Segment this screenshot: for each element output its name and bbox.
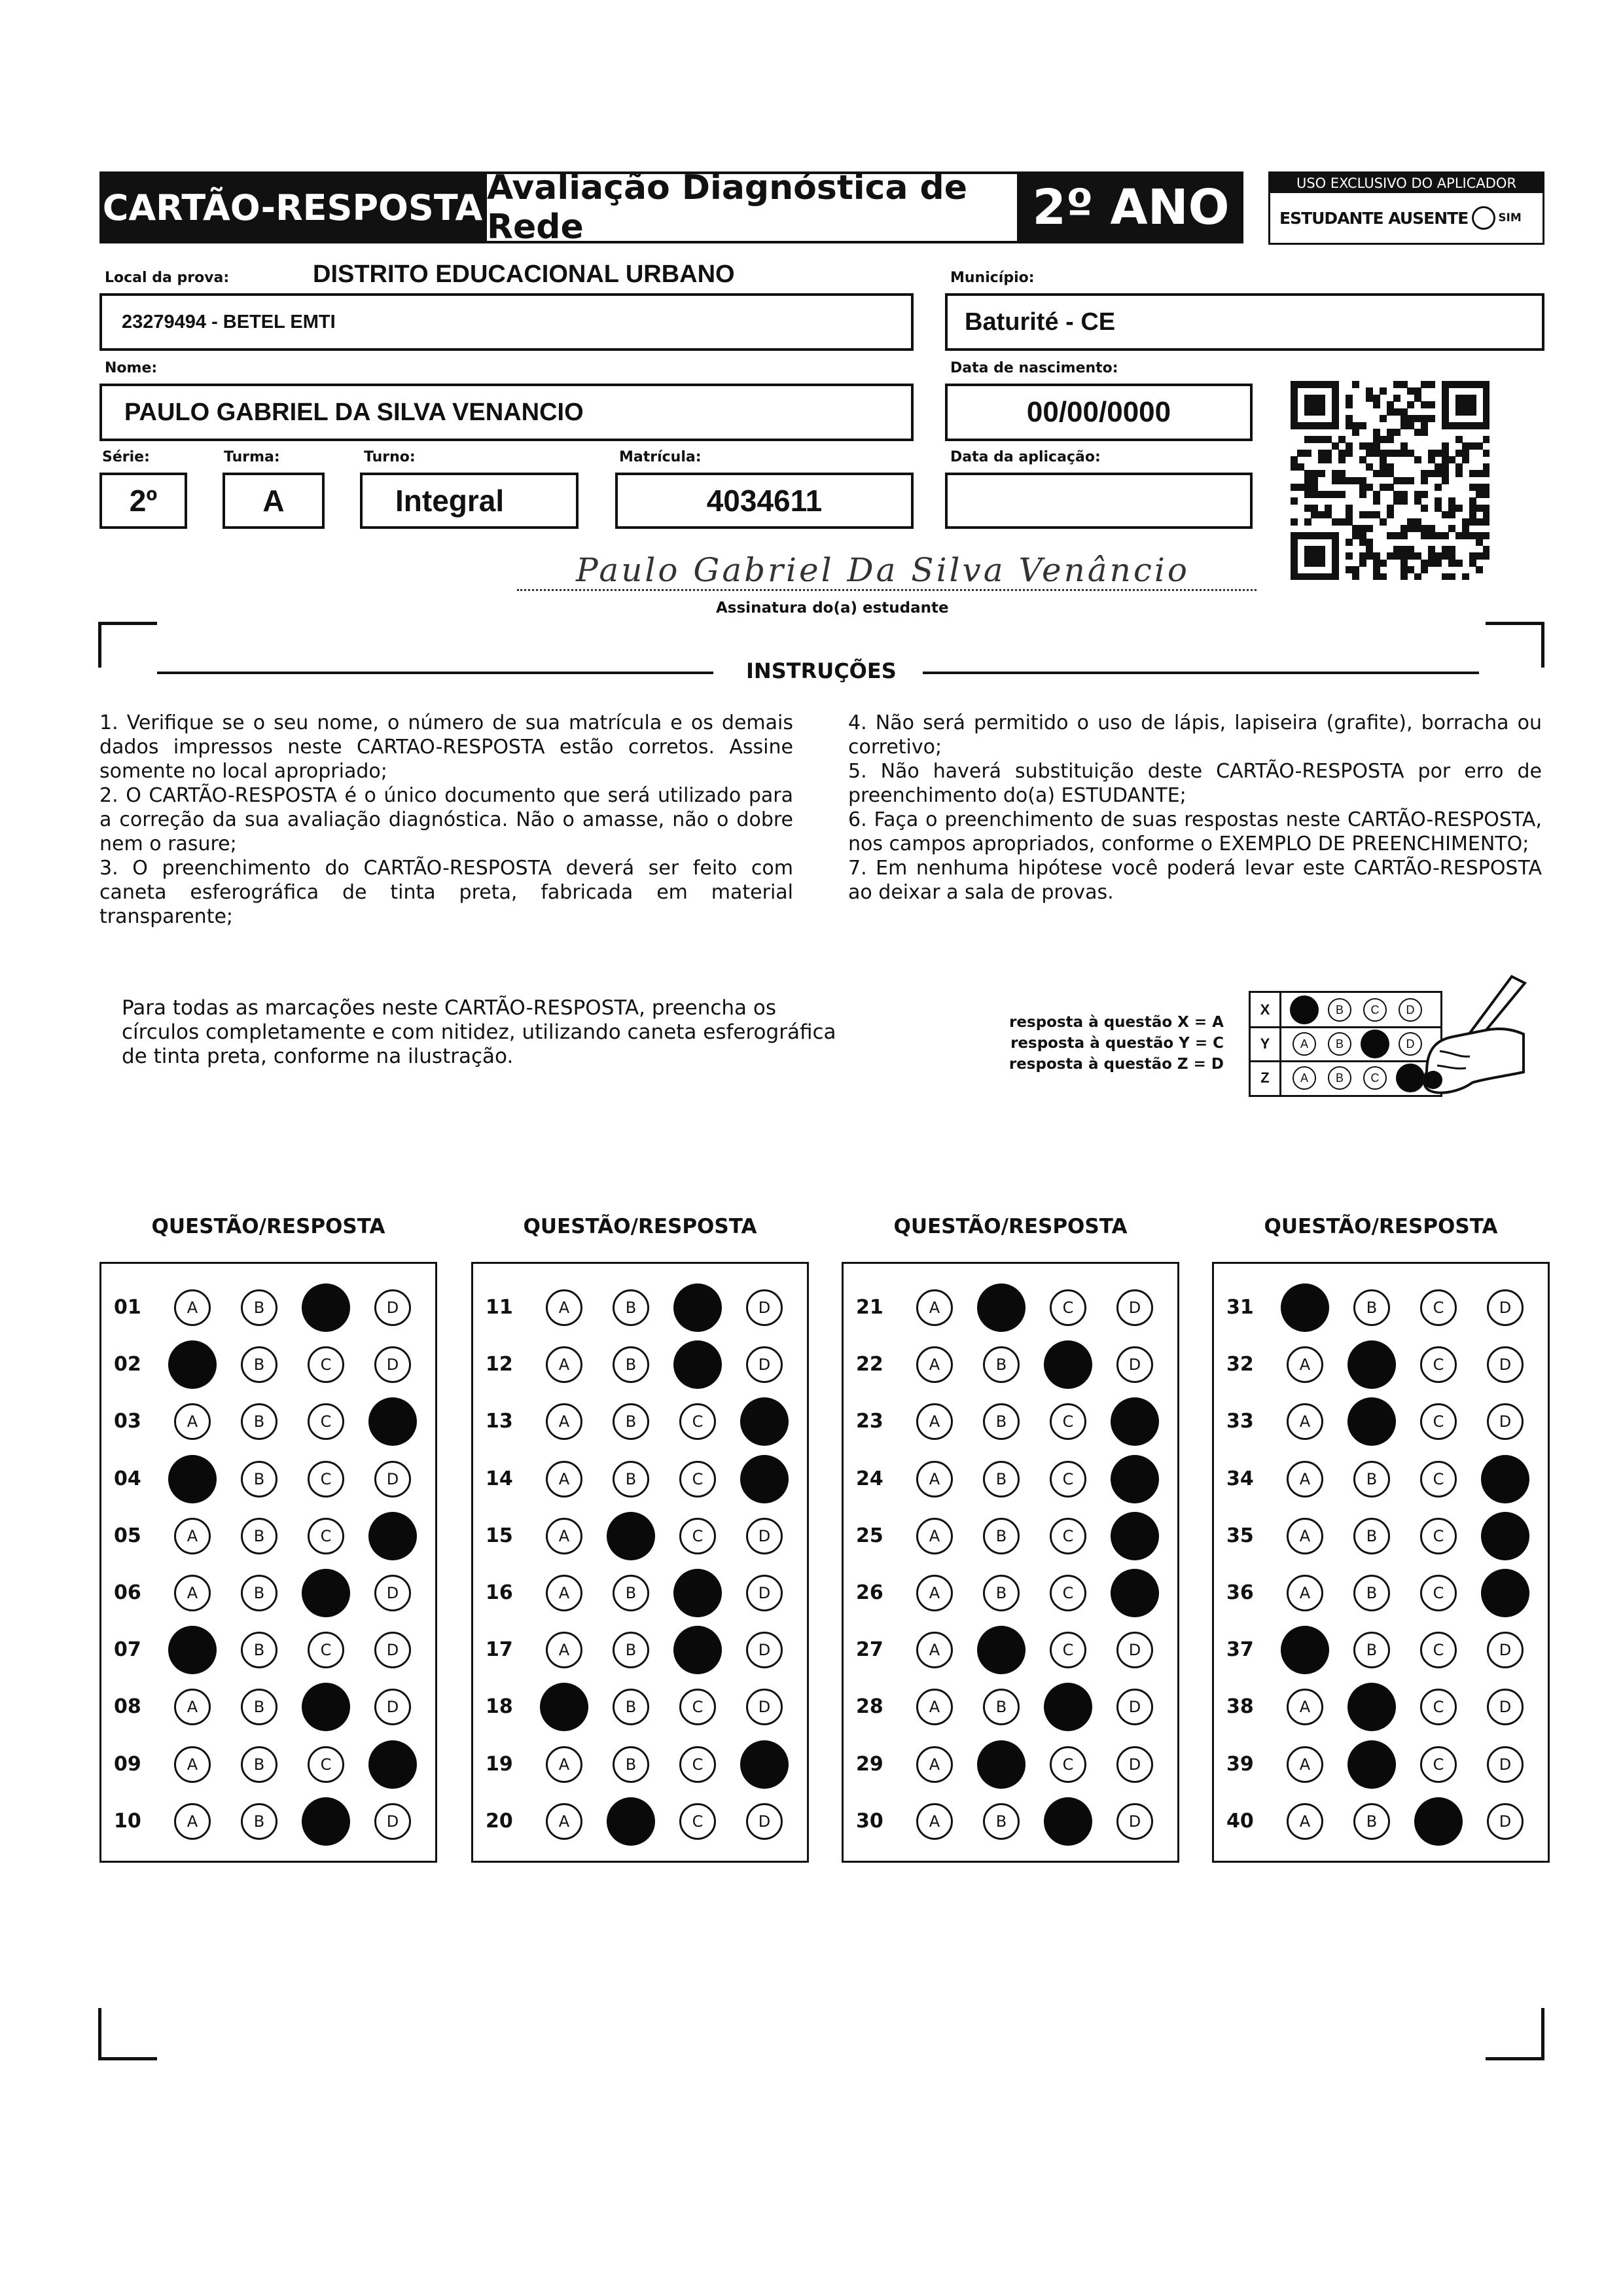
aplicacao-label: Data da aplicação: [950, 449, 1101, 465]
answer-bubble-filled[interactable] [368, 1512, 417, 1560]
answer-bubble[interactable]: D [746, 1346, 783, 1383]
card-label-text: CARTÃO-RESPOSTA [102, 187, 483, 228]
answer-bubble[interactable]: D [1487, 1803, 1524, 1840]
answer-bubble[interactable]: B [1353, 1575, 1390, 1611]
answer-bubble-filled[interactable] [302, 1283, 350, 1332]
answer-bubble[interactable]: A [1287, 1575, 1323, 1611]
instruction-4: 4. Não será permitido o uso de lápis, lapiseira (grafite), borracha ou corretivo; [848, 711, 1542, 759]
answer-bubble[interactable]: B [1353, 1461, 1390, 1498]
answer-bubble[interactable]: C [1050, 1632, 1086, 1668]
question-number: 09 [114, 1752, 141, 1776]
question-number: 38 [1226, 1695, 1254, 1719]
answer-bubble-filled[interactable] [1481, 1512, 1529, 1560]
question-number: 12 [486, 1353, 513, 1376]
answer-bubble[interactable]: A [546, 1461, 582, 1498]
example-bubble: B [1328, 998, 1351, 1022]
answer-bubble-filled[interactable] [673, 1569, 722, 1617]
answer-bubble-filled[interactable] [302, 1683, 350, 1731]
answer-bubble-filled[interactable] [977, 1626, 1026, 1674]
question-number: 24 [856, 1467, 883, 1490]
question-number: 39 [1226, 1752, 1254, 1776]
answer-bubble[interactable]: A [916, 1575, 953, 1611]
signature-handwritten: Paulo Gabriel Da Silva Venâncio [576, 551, 1190, 589]
instructions-rule-right [923, 672, 1479, 674]
answer-bubble[interactable]: A [174, 1575, 211, 1611]
answer-bubble[interactable]: D [1116, 1803, 1153, 1840]
answer-bubble[interactable]: C [1050, 1461, 1086, 1498]
answer-bubble-filled[interactable] [168, 1626, 217, 1674]
question-number: 27 [856, 1638, 883, 1662]
question-number: 20 [486, 1809, 513, 1833]
answer-bubble[interactable]: B [1353, 1632, 1390, 1668]
example-row-divider [1251, 1060, 1440, 1062]
answer-bubble-filled[interactable] [1281, 1626, 1329, 1674]
example-bubble-filled [1361, 1030, 1389, 1058]
answer-bubble-filled[interactable] [1111, 1455, 1159, 1503]
serie-field [99, 473, 187, 529]
question-number: 11 [486, 1296, 513, 1319]
example-row-label: X [1251, 993, 1281, 1027]
question-number: 01 [114, 1296, 141, 1319]
matricula-label: Matrícula: [619, 449, 702, 465]
answer-bubble[interactable]: B [241, 1518, 277, 1554]
answer-bubble[interactable]: C [679, 1803, 716, 1840]
answer-bubble[interactable]: C [1420, 1746, 1457, 1783]
instructions-heading: INSTRUÇÕES [746, 658, 897, 683]
example-bubble: C [1363, 1066, 1387, 1090]
serie-value: 2º [129, 484, 158, 518]
answer-bubble[interactable]: D [746, 1632, 783, 1668]
answer-bubble[interactable]: B [1353, 1289, 1390, 1326]
answer-bubble[interactable]: C [1050, 1289, 1086, 1326]
example-bubble: D [1399, 1032, 1422, 1056]
answer-bubble-filled[interactable] [168, 1455, 217, 1503]
local-label: Local da prova: [105, 270, 230, 286]
exam-title [484, 168, 1020, 247]
absent-yes-label: SIM [1498, 211, 1522, 224]
question-number: 18 [486, 1695, 513, 1719]
answer-bubble[interactable]: B [613, 1461, 649, 1498]
answer-bubble[interactable]: B [241, 1575, 277, 1611]
nome-value: PAULO GABRIEL DA SILVA VENANCIO [124, 398, 584, 426]
question-number: 05 [114, 1524, 141, 1547]
answer-bubble[interactable]: A [174, 1746, 211, 1783]
answer-bubble[interactable]: B [613, 1632, 649, 1668]
applicator-only-label: USO EXCLUSIVO DO APLICADOR [1270, 173, 1543, 193]
question-number: 07 [114, 1638, 141, 1662]
card-label [99, 171, 486, 243]
answer-bubble[interactable]: D [374, 1346, 411, 1383]
answer-bubble[interactable]: C [308, 1746, 344, 1783]
question-number: 29 [856, 1752, 883, 1776]
answer-bubble-filled[interactable] [1111, 1569, 1159, 1617]
answer-bubble[interactable]: D [746, 1518, 783, 1554]
answer-bubble-filled[interactable] [1044, 1797, 1092, 1846]
answer-bubble[interactable]: C [679, 1518, 716, 1554]
answer-bubble[interactable]: C [679, 1746, 716, 1783]
answer-bubble[interactable]: B [241, 1803, 277, 1840]
nascimento-label: Data de nascimento: [950, 360, 1118, 376]
local-field [99, 293, 914, 351]
question-number: 23 [856, 1410, 883, 1433]
grade-text: 2º ANO [1032, 179, 1230, 236]
answer-bubble[interactable]: A [546, 1518, 582, 1554]
question-number: 31 [1226, 1296, 1254, 1319]
answer-bubble[interactable]: B [241, 1632, 277, 1668]
answer-bubble-filled[interactable] [607, 1512, 655, 1560]
answer-bubble-filled[interactable] [740, 1397, 789, 1446]
answer-bubble-filled[interactable] [168, 1340, 217, 1389]
answer-bubble[interactable]: B [241, 1346, 277, 1383]
example-legend-z: resposta à questão Z = D [1008, 1056, 1224, 1073]
instruction-3: 3. O preenchimento do CARTÃO-RESPOSTA deverá ser feito com caneta esferográfica de tinta preta, fabricada em material transparente; [99, 857, 793, 928]
question-number: 04 [114, 1467, 141, 1490]
answer-bubble[interactable]: B [983, 1518, 1020, 1554]
answer-bubble[interactable]: B [1353, 1803, 1390, 1840]
answer-bubble[interactable]: A [546, 1575, 582, 1611]
exam-title-text: Avaliação Diagnóstica de Rede [487, 168, 968, 247]
answer-bubble[interactable]: D [1116, 1346, 1153, 1383]
answer-bubble[interactable]: B [241, 1746, 277, 1783]
question-number: 21 [856, 1296, 883, 1319]
corner-mark-bottom-left-h [98, 2057, 157, 2060]
answer-bubble[interactable]: A [546, 1803, 582, 1840]
answer-bubble[interactable]: A [546, 1403, 582, 1440]
column-title: QUESTÃO/RESPOSTA [893, 1215, 1128, 1238]
matricula-field [615, 473, 914, 529]
question-number: 14 [486, 1467, 513, 1490]
answer-bubble[interactable]: B [613, 1746, 649, 1783]
answer-bubble-filled[interactable] [1111, 1397, 1159, 1446]
answer-bubble[interactable]: C [1420, 1518, 1457, 1554]
column-title: QUESTÃO/RESPOSTA [1264, 1215, 1498, 1238]
local-district: DISTRITO EDUCACIONAL URBANO [313, 260, 735, 288]
answer-bubble-filled[interactable] [1347, 1740, 1396, 1789]
nome-label: Nome: [105, 360, 158, 376]
answer-bubble-filled[interactable] [1347, 1683, 1396, 1731]
answer-bubble[interactable]: D [1116, 1746, 1153, 1783]
answer-bubble[interactable]: A [174, 1289, 211, 1326]
instruction-1: 1. Verifique se o seu nome, o número de sua matrícula e os demais dados impressos neste CARTAO-RESPOSTA estão corretos. Assine somente no local apropriado; [99, 711, 793, 783]
local-value: 23279494 - BETEL EMTI [122, 311, 336, 332]
answer-bubble[interactable]: A [916, 1289, 953, 1326]
answer-bubble[interactable]: B [983, 1689, 1020, 1725]
qr-code-icon [1291, 381, 1489, 580]
aplicacao-field[interactable] [945, 473, 1253, 529]
answer-bubble-filled[interactable] [1481, 1569, 1529, 1617]
answer-bubble[interactable]: B [613, 1346, 649, 1383]
answer-bubble[interactable]: A [916, 1632, 953, 1668]
answer-bubble-filled[interactable] [1347, 1340, 1396, 1389]
question-number: 03 [114, 1410, 141, 1433]
example-legend [1008, 1012, 1224, 1075]
answer-bubble-filled[interactable] [740, 1740, 789, 1789]
answer-bubble[interactable]: C [679, 1403, 716, 1440]
answer-bubble-filled[interactable] [673, 1340, 722, 1389]
answer-bubble[interactable]: D [746, 1803, 783, 1840]
example-row-divider [1251, 1026, 1440, 1028]
answer-bubble[interactable]: C [308, 1346, 344, 1383]
answer-bubble[interactable]: C [1050, 1518, 1086, 1554]
answer-bubble[interactable]: A [174, 1689, 211, 1725]
applicator-box [1268, 171, 1544, 245]
answer-bubble-filled[interactable] [673, 1626, 722, 1674]
answer-bubble-filled[interactable] [368, 1740, 417, 1789]
municipio-value: Baturité - CE [965, 308, 1116, 336]
question-number: 19 [486, 1752, 513, 1776]
answer-bubble-filled[interactable] [977, 1283, 1026, 1332]
answer-bubble[interactable]: D [1487, 1632, 1524, 1668]
answer-bubble-filled[interactable] [1111, 1512, 1159, 1560]
answer-bubble[interactable]: A [546, 1289, 582, 1326]
answer-bubble[interactable]: C [308, 1518, 344, 1554]
municipio-field [945, 293, 1544, 351]
answer-bubble[interactable]: D [746, 1689, 783, 1725]
answer-bubble[interactable]: A [1287, 1518, 1323, 1554]
question-number: 15 [486, 1524, 513, 1547]
turno-field [360, 473, 579, 529]
instructions-right [848, 711, 1542, 905]
answer-bubble[interactable]: A [546, 1346, 582, 1383]
answer-bubble[interactable]: D [374, 1575, 411, 1611]
answer-bubble[interactable]: B [613, 1403, 649, 1440]
example-row-label: Y [1251, 1027, 1281, 1061]
instructions-rule-left [157, 672, 713, 674]
answer-bubble[interactable]: B [241, 1289, 277, 1326]
example-row-label: Z [1251, 1061, 1281, 1095]
question-number: 26 [856, 1581, 883, 1604]
answer-bubble-filled[interactable] [1044, 1683, 1092, 1731]
question-number: 40 [1226, 1809, 1254, 1833]
question-number: 02 [114, 1353, 141, 1376]
answer-bubble[interactable]: B [241, 1461, 277, 1498]
turma-value: A [262, 484, 285, 518]
answer-bubble[interactable]: B [983, 1461, 1020, 1498]
answer-bubble-filled[interactable] [368, 1397, 417, 1446]
answer-bubble-filled[interactable] [302, 1797, 350, 1846]
corner-mark-bottom-right [1541, 2008, 1544, 2060]
answer-bubble[interactable]: C [679, 1689, 716, 1725]
answer-bubble[interactable]: B [241, 1403, 277, 1440]
question-number: 37 [1226, 1638, 1254, 1662]
municipio-label: Município: [950, 270, 1035, 286]
answer-bubble[interactable]: C [1050, 1746, 1086, 1783]
answer-bubble[interactable]: D [1487, 1346, 1524, 1383]
answer-bubble[interactable]: D [1487, 1746, 1524, 1783]
answer-bubble[interactable]: A [1287, 1803, 1323, 1840]
instruction-6: 6. Faça o preenchimento de suas respostas neste CARTÃO-RESPOSTA, nos campos apropriados, conforme o EXEMPLO DE PREENCHIMENTO; [848, 808, 1542, 855]
question-number: 13 [486, 1410, 513, 1433]
answer-bubble[interactable]: A [174, 1403, 211, 1440]
answer-bubble[interactable]: C [1420, 1632, 1457, 1668]
answer-bubble[interactable]: C [1420, 1346, 1457, 1383]
example-legend-x: resposta à questão X = A [1009, 1014, 1224, 1031]
answer-bubble[interactable]: B [983, 1575, 1020, 1611]
example-bubble: B [1328, 1066, 1351, 1090]
answer-bubble[interactable]: D [374, 1632, 411, 1668]
question-number: 17 [486, 1638, 513, 1662]
example-bubble: A [1293, 1066, 1316, 1090]
nascimento-value: 00/00/0000 [1026, 396, 1171, 428]
answer-bubble[interactable]: D [1116, 1289, 1153, 1326]
answer-bubble[interactable]: A [916, 1403, 953, 1440]
question-number: 16 [486, 1581, 513, 1604]
nome-field [99, 384, 914, 441]
answer-bubble[interactable]: A [916, 1746, 953, 1783]
answer-bubble[interactable]: A [1287, 1403, 1323, 1440]
answer-bubble[interactable]: A [174, 1803, 211, 1840]
answer-bubble[interactable]: C [1420, 1575, 1457, 1611]
signature-line [517, 589, 1257, 591]
answer-bubble[interactable]: A [916, 1346, 953, 1383]
instruction-7: 7. Em nenhuma hipótese você poderá levar este CARTÃO-RESPOSTA ao deixar a sala de provas. [848, 857, 1542, 904]
answer-bubble[interactable]: D [374, 1803, 411, 1840]
example-bubble: B [1328, 1032, 1351, 1056]
answer-bubble[interactable]: A [1287, 1689, 1323, 1725]
answer-bubble-filled[interactable] [607, 1797, 655, 1846]
column-title: QUESTÃO/RESPOSTA [151, 1215, 385, 1238]
answer-bubble[interactable]: B [983, 1803, 1020, 1840]
answer-bubble[interactable]: D [746, 1289, 783, 1326]
answer-bubble[interactable]: A [546, 1632, 582, 1668]
answer-bubble[interactable]: B [613, 1575, 649, 1611]
example-legend-y: resposta à questão Y = C [1010, 1035, 1224, 1052]
answer-bubble[interactable]: B [1353, 1518, 1390, 1554]
question-number: 35 [1226, 1524, 1254, 1547]
instruction-2: 2. O CARTÃO-RESPOSTA é o único documento que será utilizado para a correção da sua avaliação diagnóstica. Não o amasse, não o dobre nem o rasure; [99, 784, 793, 855]
matricula-value: 4034611 [706, 484, 823, 518]
answer-bubble[interactable]: D [1116, 1632, 1153, 1668]
answer-bubble-filled[interactable] [1347, 1397, 1396, 1446]
instructions-left [99, 711, 793, 929]
answer-bubble-filled[interactable] [1281, 1283, 1329, 1332]
answer-bubble-filled[interactable] [740, 1455, 789, 1503]
answer-bubble[interactable]: D [746, 1575, 783, 1611]
example-bubble-filled [1290, 996, 1319, 1024]
question-number: 28 [856, 1695, 883, 1719]
signature-caption: Assinatura do(a) estudante [716, 600, 949, 617]
answer-bubble[interactable]: D [1487, 1403, 1524, 1440]
answer-bubble[interactable]: C [679, 1461, 716, 1498]
example-bubble: C [1363, 998, 1387, 1022]
answer-bubble[interactable]: A [916, 1461, 953, 1498]
answer-bubble-filled[interactable] [1044, 1340, 1092, 1389]
column-title: QUESTÃO/RESPOSTA [523, 1215, 757, 1238]
corner-mark-top-right-v [1541, 622, 1544, 668]
answer-bubble-filled[interactable] [977, 1740, 1026, 1789]
answer-bubble[interactable]: C [1050, 1403, 1086, 1440]
answer-bubble[interactable]: D [374, 1461, 411, 1498]
answer-bubble[interactable]: D [374, 1689, 411, 1725]
answer-bubble[interactable]: B [983, 1346, 1020, 1383]
answer-bubble[interactable]: D [1487, 1689, 1524, 1725]
corner-mark-top-left-v [98, 622, 101, 668]
answer-bubble-filled[interactable] [1414, 1797, 1463, 1846]
answer-bubble[interactable]: A [1287, 1346, 1323, 1383]
answer-bubble[interactable]: A [916, 1803, 953, 1840]
answer-bubble[interactable]: B [613, 1289, 649, 1326]
question-number: 36 [1226, 1581, 1254, 1604]
question-number: 10 [114, 1809, 141, 1833]
grade-label [1018, 171, 1243, 243]
answer-bubble-filled[interactable] [1481, 1455, 1529, 1503]
instruction-5: 5. Não haverá substituição deste CARTÃO-RESPOSTA por erro de preenchimento do(a) ESTUDANTE; [848, 760, 1542, 807]
turma-field [223, 473, 325, 529]
hand-with-pen-icon [1414, 974, 1531, 1111]
answer-bubble-filled[interactable] [302, 1569, 350, 1617]
answer-bubble[interactable]: C [308, 1632, 344, 1668]
answer-bubble-filled[interactable] [673, 1283, 722, 1332]
answer-bubble[interactable]: A [1287, 1746, 1323, 1783]
answer-bubble-filled[interactable] [540, 1683, 588, 1731]
serie-label: Série: [102, 449, 150, 465]
answer-bubble[interactable]: C [1420, 1461, 1457, 1498]
answer-bubble[interactable]: B [613, 1689, 649, 1725]
nascimento-field [945, 384, 1253, 441]
question-number: 33 [1226, 1410, 1254, 1433]
answer-bubble[interactable]: A [174, 1518, 211, 1554]
answer-bubble[interactable]: B [241, 1689, 277, 1725]
turma-label: Turma: [224, 449, 280, 465]
turno-label: Turno: [364, 449, 416, 465]
corner-mark-top-right [1486, 622, 1544, 625]
corner-mark-bottom-right-h [1486, 2057, 1544, 2060]
answer-bubble[interactable]: D [1116, 1689, 1153, 1725]
example-text: Para todas as marcações neste CARTÃO-RESPOSTA, preencha os círculos completamente e com nitidez, utilizando caneta esferográfica de tinta preta, conforme na ilustração. [122, 996, 836, 1068]
absent-checkbox[interactable] [1472, 206, 1495, 230]
corner-mark-bottom-left [98, 2008, 101, 2060]
answer-bubble[interactable]: D [374, 1289, 411, 1326]
answer-bubble[interactable]: A [1287, 1461, 1323, 1498]
question-number: 34 [1226, 1467, 1254, 1490]
answer-bubble[interactable]: C [1420, 1689, 1457, 1725]
answer-bubble[interactable]: A [916, 1518, 953, 1554]
answer-bubble[interactable]: A [546, 1746, 582, 1783]
question-number: 08 [114, 1695, 141, 1719]
question-number: 22 [856, 1353, 883, 1376]
question-number: 32 [1226, 1353, 1254, 1376]
answer-bubble[interactable]: C [308, 1403, 344, 1440]
question-number: 06 [114, 1581, 141, 1604]
answer-bubble[interactable]: C [1050, 1575, 1086, 1611]
answer-bubble[interactable]: C [308, 1461, 344, 1498]
answer-bubble[interactable]: D [1487, 1289, 1524, 1326]
answer-bubble[interactable]: C [1420, 1289, 1457, 1326]
corner-mark-top-left [98, 622, 157, 625]
answer-bubble[interactable]: B [983, 1403, 1020, 1440]
question-number: 30 [856, 1809, 883, 1833]
answer-bubble[interactable]: C [1420, 1403, 1457, 1440]
turno-value: Integral [395, 484, 505, 518]
answer-bubble[interactable]: A [916, 1689, 953, 1725]
example-bubble: A [1293, 1032, 1316, 1056]
question-number: 25 [856, 1524, 883, 1547]
absent-label: ESTUDANTE AUSENTE [1279, 208, 1469, 228]
example-bubble: D [1399, 998, 1422, 1022]
